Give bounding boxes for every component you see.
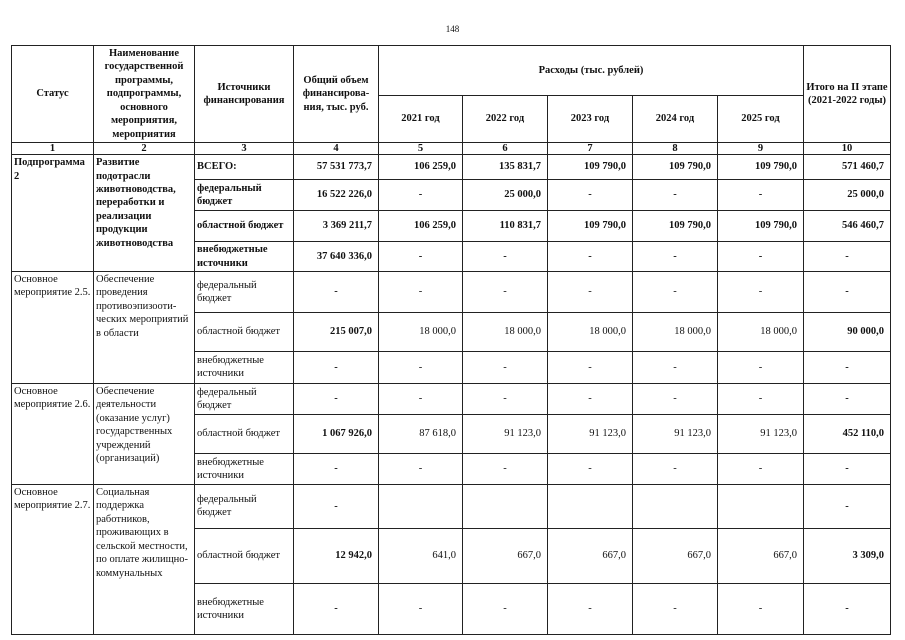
cell-year-value: 667,0	[463, 528, 548, 583]
column-index: 3	[195, 143, 294, 155]
cell-year-value: -	[548, 242, 633, 272]
cell-year-value: -	[463, 351, 548, 383]
row-source: областной бюджет	[195, 211, 294, 242]
row-name: Развитие подотрасли животноводства, переработки и реализации продукции животноводства	[94, 155, 195, 272]
column-index-row	[12, 143, 891, 155]
cell-year-value: -	[633, 180, 718, 211]
cell-year-value: 25 000,0	[463, 180, 548, 211]
header-name: Наименование государственной программы, подпрограммы, основного мероприятия, мероприятия	[94, 46, 195, 143]
cell-itogo: -	[804, 583, 891, 634]
cell-year-value: 135 831,7	[463, 155, 548, 180]
cell-year-value	[379, 484, 463, 528]
cell-year-value: 18 000,0	[633, 312, 718, 351]
cell-year-value: 18 000,0	[379, 312, 463, 351]
cell-total: -	[294, 583, 379, 634]
cell-year-value: -	[463, 383, 548, 414]
page-number: 148	[445, 24, 460, 34]
cell-year-value	[718, 484, 804, 528]
cell-itogo: -	[804, 242, 891, 272]
cell-year-value: -	[379, 242, 463, 272]
header-year: 2025 год	[718, 96, 804, 143]
cell-year-value: -	[379, 351, 463, 383]
cell-itogo: -	[804, 351, 891, 383]
cell-total: -	[294, 383, 379, 414]
cell-itogo: -	[804, 271, 891, 312]
column-index: 1	[12, 143, 94, 155]
cell-year-value: -	[633, 242, 718, 272]
cell-year-value: -	[548, 583, 633, 634]
row-status: Подпрограмма 2	[12, 155, 94, 272]
table-row	[12, 271, 891, 312]
cell-year-value	[633, 484, 718, 528]
cell-year-value: -	[379, 180, 463, 211]
cell-total: 57 531 773,7	[294, 155, 379, 180]
cell-year-value: 106 259,0	[379, 155, 463, 180]
column-index: 6	[463, 143, 548, 155]
row-name: Обеспечение проведения противоэпизооти-ческих мероприятий в области	[94, 271, 195, 383]
row-source: областной бюджет	[195, 312, 294, 351]
cell-itogo: 25 000,0	[804, 180, 891, 211]
cell-itogo: 571 460,7	[804, 155, 891, 180]
cell-year-value: -	[718, 180, 804, 211]
table-row	[12, 383, 891, 414]
row-source: областной бюджет	[195, 528, 294, 583]
header-year: 2024 год	[633, 96, 718, 143]
column-index: 10	[804, 143, 891, 155]
cell-total: -	[294, 484, 379, 528]
row-source: внебюджетные источники	[195, 242, 294, 272]
cell-year-value: 109 790,0	[633, 211, 718, 242]
cell-year-value: 18 000,0	[548, 312, 633, 351]
row-source: федеральный бюджет	[195, 271, 294, 312]
cell-year-value: 667,0	[548, 528, 633, 583]
cell-year-value: -	[633, 351, 718, 383]
header-year: 2023 год	[548, 96, 633, 143]
cell-year-value: -	[548, 180, 633, 211]
row-status: Основное мероприятие 2.5.	[12, 271, 94, 383]
cell-year-value	[463, 484, 548, 528]
cell-total: 16 522 226,0	[294, 180, 379, 211]
column-index: 4	[294, 143, 379, 155]
cell-itogo: -	[804, 484, 891, 528]
cell-year-value: -	[548, 383, 633, 414]
cell-total: -	[294, 271, 379, 312]
cell-year-value: -	[633, 271, 718, 312]
cell-year-value: -	[718, 383, 804, 414]
row-name: Социальная поддержка работников, проживающих в сельской местности, по оплате жилищно-коммунальных	[94, 484, 195, 634]
row-name: Обеспечение деятельности (оказание услуг) государственных учреждений (организаций)	[94, 383, 195, 484]
cell-year-value: -	[463, 271, 548, 312]
row-status: Основное мероприятие 2.7.	[12, 484, 94, 634]
cell-year-value: -	[633, 453, 718, 484]
column-index: 8	[633, 143, 718, 155]
row-status: Основное мероприятие 2.6.	[12, 383, 94, 484]
cell-itogo: -	[804, 453, 891, 484]
cell-total: 3 369 211,7	[294, 211, 379, 242]
cell-year-value: 91 123,0	[633, 414, 718, 453]
cell-year-value: 109 790,0	[548, 211, 633, 242]
row-source: внебюджетные источники	[195, 583, 294, 634]
cell-year-value: -	[379, 383, 463, 414]
table-row	[12, 484, 891, 528]
cell-year-value: -	[633, 583, 718, 634]
cell-year-value: -	[379, 271, 463, 312]
row-source: ВСЕГО:	[195, 155, 294, 180]
row-source: федеральный бюджет	[195, 484, 294, 528]
cell-year-value: -	[633, 383, 718, 414]
cell-year-value: 109 790,0	[633, 155, 718, 180]
cell-total: -	[294, 351, 379, 383]
header-itogo: Итого на II этапе (2021-2022 годы)	[804, 46, 891, 143]
header-year: 2022 год	[463, 96, 548, 143]
cell-year-value: -	[718, 583, 804, 634]
cell-itogo: 452 110,0	[804, 414, 891, 453]
cell-year-value: 667,0	[718, 528, 804, 583]
column-index: 5	[379, 143, 463, 155]
table-row	[12, 155, 891, 180]
cell-year-value: -	[463, 453, 548, 484]
financing-table	[11, 45, 891, 635]
header-year: 2021 год	[379, 96, 463, 143]
column-index: 9	[718, 143, 804, 155]
row-source: внебюджетные источники	[195, 453, 294, 484]
cell-year-value: -	[718, 351, 804, 383]
header-expenses: Расходы (тыс. рублей)	[379, 46, 804, 96]
cell-year-value: 18 000,0	[463, 312, 548, 351]
cell-year-value: 641,0	[379, 528, 463, 583]
cell-itogo: 546 460,7	[804, 211, 891, 242]
cell-total: 215 007,0	[294, 312, 379, 351]
cell-year-value: 110 831,7	[463, 211, 548, 242]
cell-year-value: 91 123,0	[463, 414, 548, 453]
cell-year-value: 106 259,0	[379, 211, 463, 242]
header-total: Общий объем финансирова-ния, тыс. руб.	[294, 46, 379, 143]
cell-year-value: 667,0	[633, 528, 718, 583]
header-status: Статус	[12, 46, 94, 143]
cell-year-value: 109 790,0	[548, 155, 633, 180]
cell-year-value: -	[718, 453, 804, 484]
cell-total: 12 942,0	[294, 528, 379, 583]
column-index: 7	[548, 143, 633, 155]
cell-year-value: 18 000,0	[718, 312, 804, 351]
cell-year-value: 87 618,0	[379, 414, 463, 453]
cell-year-value: -	[718, 242, 804, 272]
cell-year-value: -	[463, 242, 548, 272]
header-sources: Источники финансирования	[195, 46, 294, 143]
cell-year-value	[548, 484, 633, 528]
cell-year-value: 91 123,0	[548, 414, 633, 453]
row-source: федеральный бюджет	[195, 383, 294, 414]
cell-year-value: -	[548, 453, 633, 484]
cell-year-value: -	[463, 583, 548, 634]
cell-total: 37 640 336,0	[294, 242, 379, 272]
cell-year-value: 91 123,0	[718, 414, 804, 453]
row-source: федеральный бюджет	[195, 180, 294, 211]
row-source: областной бюджет	[195, 414, 294, 453]
cell-itogo: 90 000,0	[804, 312, 891, 351]
cell-year-value: -	[718, 271, 804, 312]
cell-total: 1 067 926,0	[294, 414, 379, 453]
cell-year-value: -	[548, 271, 633, 312]
cell-year-value: -	[379, 583, 463, 634]
cell-year-value: 109 790,0	[718, 211, 804, 242]
row-source: внебюджетные источники	[195, 351, 294, 383]
cell-year-value: 109 790,0	[718, 155, 804, 180]
cell-year-value: -	[548, 351, 633, 383]
cell-itogo: 3 309,0	[804, 528, 891, 583]
cell-year-value: -	[379, 453, 463, 484]
cell-total: -	[294, 453, 379, 484]
column-index: 2	[94, 143, 195, 155]
table-body	[12, 155, 891, 635]
cell-itogo: -	[804, 383, 891, 414]
